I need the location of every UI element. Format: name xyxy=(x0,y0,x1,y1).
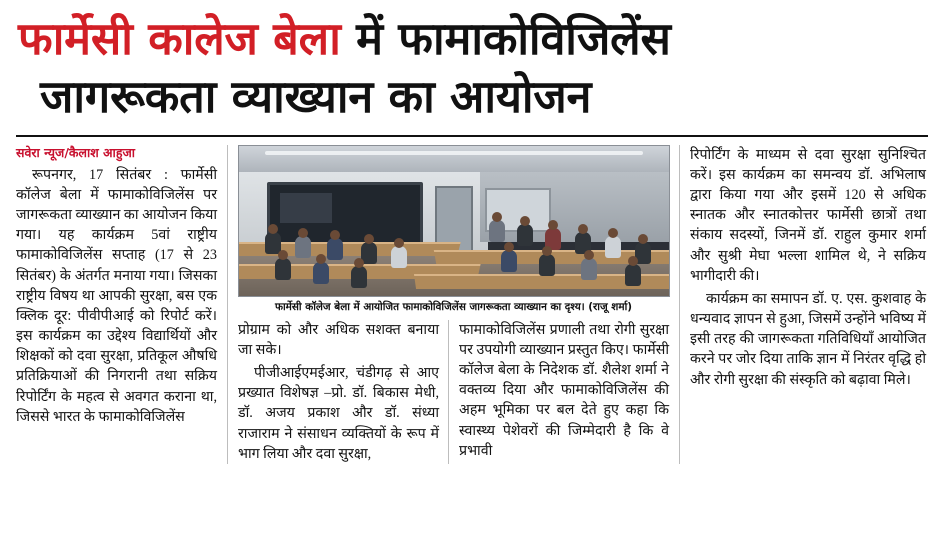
photo-audience-person xyxy=(327,238,343,260)
photo-audience-person xyxy=(391,246,407,268)
photo-audience-person xyxy=(605,236,621,258)
photo-audience-person xyxy=(517,224,533,246)
article-photo xyxy=(238,145,670,297)
middle-subcolumns xyxy=(238,320,669,464)
column-middle xyxy=(228,145,680,464)
photo-audience-person xyxy=(275,258,291,280)
photo-audience-person xyxy=(625,264,641,286)
photo-audience-person xyxy=(501,250,517,272)
right-paragraph-2: कार्यक्रम का समापन डॉ. ए. एस. कुशवाह के धन्यवाद ज्ञापन से हुआ, जिसमें उन्होंने भविष्य में इसी तरह की जागरूकता गतिविधियाँ आयोजित करने पर जोर दिया ताकि ज्ञान में निरंतर वृद्धि हो और रोगी सुरक्षा की संस्कृति को बढ़ावा मिले। xyxy=(690,290,926,388)
photo-audience-person xyxy=(313,262,329,284)
photo-caption: फार्मेसी कॉलेज बेला में आयोजित फामाकोविजिलेंस जागरूकता व्याख्यान का दृश्य। (राजू शर्मा) xyxy=(274,300,633,313)
column-right xyxy=(680,145,926,464)
headline-block xyxy=(0,0,942,123)
headline-black-text: में फामाकोविजिलेंस xyxy=(356,12,671,65)
mid-left-paragraph-1: प्रोग्राम को और अधिक सशक्त बनाया जा सके। xyxy=(238,321,440,358)
photo-audience-person xyxy=(351,266,367,288)
column-middle-right xyxy=(459,320,669,464)
left-paragraph-1: रूपनगर, 17 सितंबर : फार्मेसी कॉलेज बेला में फामाकोविजिलेंस पर जागरूकता व्याख्यान का आयोजन किया गया। यह कार्यक्रम 5वां राष्ट्रीय फामाकोविजिलेंस सप्ताह (17 से 23 सितंबर) के अंतर्गत मनाया गया। जिसका राष्ट्रीय विषय था आपकी सुरक्षा, बस एक क्लिक दूर: पीवीपीआई को रिपोर्ट करें। इस कार्यक्रम का उद्देश्य विद्यार्थियों और शिक्षकों को दवा सुरक्षा, प्रतिकूल औषधि प्रतिक्रियाओं की निगरानी तथा सक्रिय रिपोर्टिंग के महत्व से अवगत कराना था, जिससे भारत के फामाकोविजिलेंस xyxy=(16,166,217,425)
mid-left-paragraph-2: पीजीआईएमईआर, चंडीगढ़ से आए प्रख्यात विशेषज्ञ –प्रो. डॉ. बिकास मेधी, डॉ. अजय प्रकाश और डॉ. संध्या राजाराम ने संसाधन व्यक्तियों के रूप में भाग लिया और दवा सुरक्षा, xyxy=(238,365,440,462)
photo-ceiling xyxy=(239,146,669,172)
photo-audience-person xyxy=(581,258,597,280)
photo-audience-person xyxy=(295,236,311,258)
column-middle-left xyxy=(238,320,449,464)
article-body xyxy=(0,137,942,464)
mid-right-paragraph-1: फामाकोविजिलेंस प्रणाली तथा रोगी सुरक्षा पर उपयोगी व्याख्यान प्रस्तुत किए। फार्मेसी कॉलेज बेला के निदेशक डॉ. शैलेश शर्मा ने वक्तव्य दिया और फामाकोविजिलेंस की अहम भूमिका पर बल देते हुए कहा कि स्वास्थ्य पेशेवरों की जिम्मेदारी है कि वे प्रभावी xyxy=(459,321,669,459)
headline-line-1 xyxy=(18,14,928,64)
photo-audience-person xyxy=(539,254,555,276)
right-paragraph-1: रिपोर्टिंग के माध्यम से दवा सुरक्षा सुनिश्चित करें। इस कार्यक्रम का समन्वय डॉ. अभिलाष द्वारा किया गया और इसमें 120 से अधिक स्नातक और स्नातकोत्तर फार्मेसी छात्रों तथा संकाय सदस्यों, जिनमें डॉ. राहुल कुमार शर्मा और सुश्री मेघा भल्ला शामिल थे, ने सक्रिय भागीदारी की। xyxy=(690,146,926,284)
byline: सवेरा न्यूज/कैलाश आहुजा xyxy=(16,144,135,160)
headline-red-text: फार्मेसी कालेज बेला xyxy=(18,12,341,65)
column-left xyxy=(16,145,228,464)
photo-audience-person xyxy=(489,220,505,242)
headline-line-2: जागरूकता व्याख्यान का आयोजन xyxy=(40,70,592,124)
